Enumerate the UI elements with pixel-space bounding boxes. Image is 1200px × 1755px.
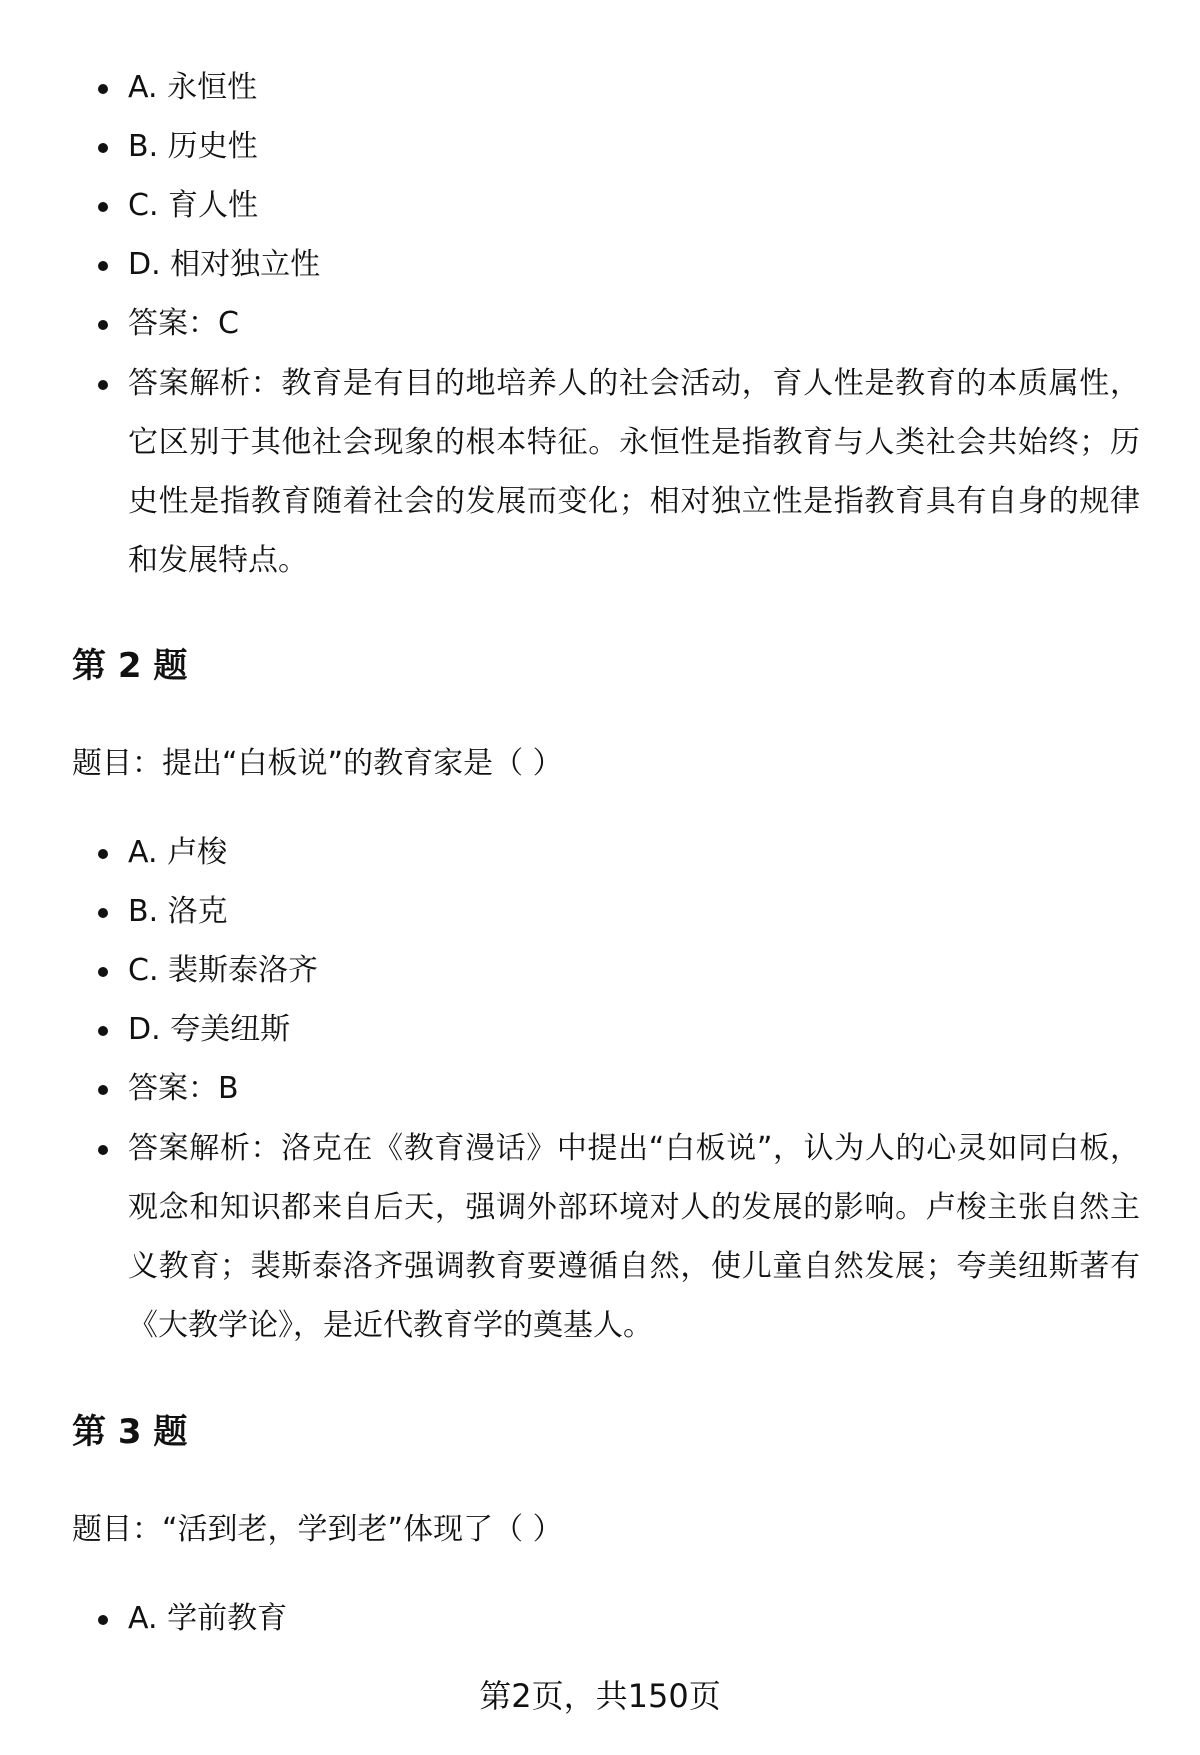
q1-option-d: D. 相对独立性 (0, 245, 1200, 285)
q2-option-a: A. 卢梭 (0, 833, 1200, 873)
q2-option-b: B. 洛克 (0, 892, 1200, 932)
q1-option-b: B. 历史性 (0, 127, 1200, 167)
q3-option-a: A. 学前教育 (0, 1599, 1200, 1639)
q3-option-list (0, 1599, 1200, 1658)
q1-answer: 答案：C (0, 304, 1200, 344)
q1-option-c: C. 育人性 (0, 186, 1200, 226)
q2-heading: 第 2 题 (72, 646, 188, 686)
q2-answer: 答案：B (0, 1069, 1200, 1109)
q2-option-c: C. 裴斯泰洛齐 (0, 951, 1200, 991)
q3-heading: 第 3 题 (72, 1412, 188, 1452)
q1-option-list (0, 68, 1200, 590)
q2-option-d: D. 夸美纽斯 (0, 1010, 1200, 1050)
q2-analysis: 答案解析：洛克在《教育漫话》中提出“白板说”，认为人的心灵如同白板，观念和知识都来自后天，强调外部环境对人的发展的影响。卢梭主张自然主义教育；裴斯泰洛齐强调教育要遵循自然，使儿童自然发展；夸美纽斯著有《大教学论》，是近代教育学的奠基人。 (0, 1119, 1140, 1355)
q3-stem: 题目：“活到老，学到老”体现了（ ） (72, 1512, 563, 1547)
q1-option-a: A. 永恒性 (0, 68, 1200, 108)
q1-analysis: 答案解析：教育是有目的地培养人的社会活动，育人性是教育的本质属性，它区别于其他社会现象的根本特征。永恒性是指教育与人类社会共始终；历史性是指教育随着社会的发展而变化；相对独立性是指教育具有自身的规律和发展特点。 (0, 354, 1140, 590)
page-number-footer: 第2页，共150页 (479, 1677, 721, 1715)
q2-option-list (0, 833, 1200, 1355)
q2-stem: 题目：提出“白板说”的教育家是（ ） (72, 746, 563, 781)
